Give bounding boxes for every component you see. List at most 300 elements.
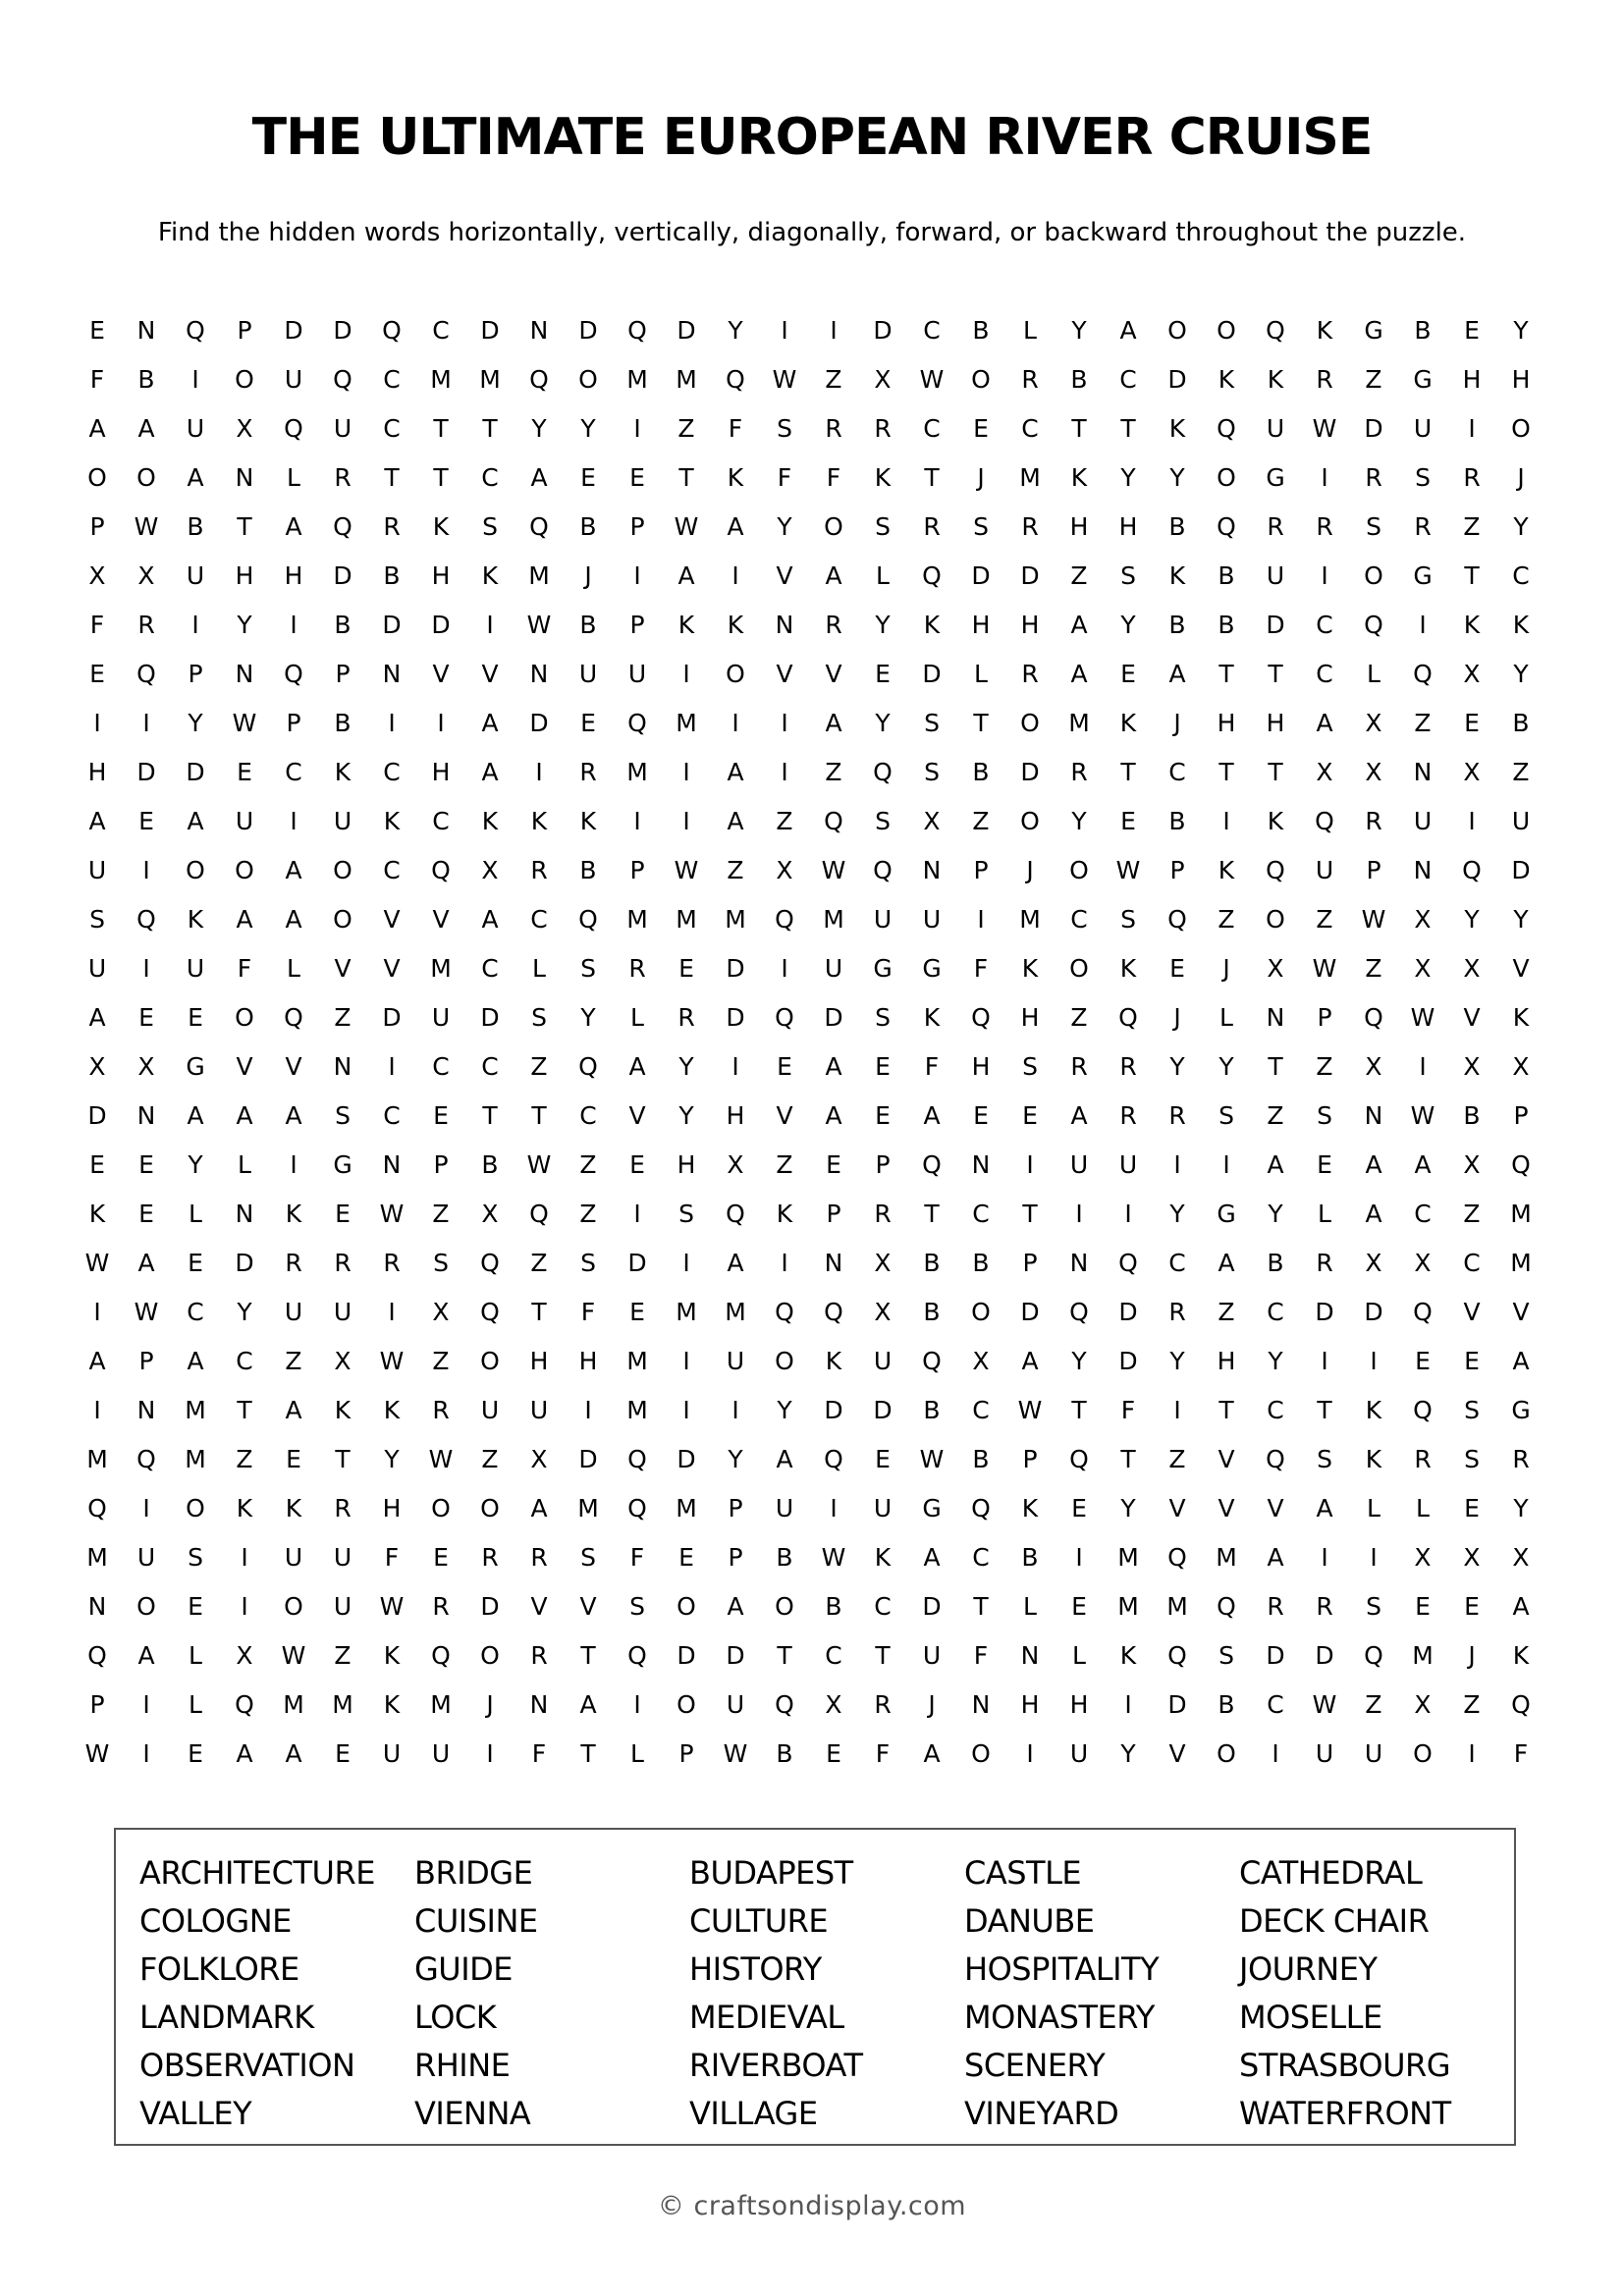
grid-letter: M: [676, 709, 697, 737]
grid-letter: D: [873, 316, 893, 345]
grid-letter: E: [89, 316, 105, 345]
grid-letter: T: [1268, 1052, 1283, 1081]
grid-letter: L: [630, 1003, 644, 1032]
grid-letter: I: [1419, 1052, 1427, 1081]
grid-letter: R: [1316, 1592, 1333, 1621]
grid-letter: Q: [284, 1003, 303, 1032]
grid-letter: Z: [432, 1347, 450, 1375]
grid-letter: U: [333, 807, 352, 835]
grid-letter: C: [432, 807, 450, 835]
grid-letter: O: [1217, 463, 1236, 492]
grid-letter: N: [775, 611, 794, 639]
grid-letter: X: [825, 1690, 842, 1719]
grid-row: [73, 404, 1545, 454]
grid-letter: V: [776, 1101, 793, 1130]
grid-letter: N: [382, 660, 402, 688]
grid-letter: G: [1413, 561, 1433, 590]
grid-letter: O: [677, 1592, 696, 1621]
grid-letter: U: [1315, 856, 1334, 884]
grid-letter: T: [1218, 758, 1234, 786]
grid-letter: E: [286, 1445, 301, 1473]
grid-letter: Q: [775, 905, 794, 934]
grid-letter: X: [1463, 1543, 1481, 1572]
grid-letter: A: [481, 758, 499, 786]
grid-letter: B: [137, 365, 155, 394]
grid-letter: Y: [1513, 905, 1529, 934]
grid-letter: T: [1268, 758, 1283, 786]
grid-letter: U: [333, 414, 352, 443]
grid-letter: O: [578, 365, 598, 394]
grid-letter: X: [1414, 1690, 1432, 1719]
grid-letter: I: [241, 1592, 248, 1621]
grid-letter: O: [284, 1592, 303, 1621]
grid-letter: I: [1468, 414, 1476, 443]
grid-letter: D: [627, 1249, 647, 1277]
grid-letter: I: [830, 316, 838, 345]
grid-letter: U: [873, 1494, 893, 1522]
grid-letter: Q: [726, 365, 745, 394]
grid-letter: X: [481, 856, 499, 884]
grid-letter: C: [1512, 561, 1530, 590]
grid-letter: K: [530, 807, 548, 835]
grid-letter: O: [1266, 905, 1285, 934]
grid-row: [73, 503, 1545, 552]
grid-row: [73, 1730, 1545, 1779]
grid-letter: R: [383, 512, 401, 541]
grid-letter: A: [481, 905, 499, 934]
grid-letter: V: [432, 905, 450, 934]
grid-letter: A: [285, 1101, 302, 1130]
grid-letter: E: [89, 1150, 105, 1179]
grid-letter: W: [1361, 905, 1386, 934]
grid-letter: Q: [1217, 414, 1236, 443]
word-list-item: CULTURE: [689, 1902, 829, 1940]
grid-letter: T: [433, 414, 449, 443]
grid-letter: I: [1468, 807, 1476, 835]
grid-letter: O: [87, 463, 107, 492]
grid-letter: E: [1071, 1494, 1087, 1522]
grid-row: [73, 1533, 1545, 1582]
grid-letter: R: [1070, 758, 1088, 786]
grid-letter: U: [1069, 1739, 1089, 1768]
grid-letter: C: [923, 316, 941, 345]
word-list-item: ARCHITECTURE: [139, 1854, 375, 1892]
grid-letter: Q: [824, 1298, 843, 1326]
grid-letter: C: [383, 758, 401, 786]
grid-letter: W: [723, 1739, 748, 1768]
grid-letter: M: [185, 1396, 206, 1424]
grid-letter: Y: [728, 316, 743, 345]
grid-letter: U: [1364, 1739, 1383, 1768]
grid-letter: Q: [1217, 1592, 1236, 1621]
grid-letter: L: [1318, 1200, 1331, 1228]
grid-letter: Q: [480, 1298, 500, 1326]
grid-letter: Y: [678, 1052, 694, 1081]
grid-letter: Z: [530, 1052, 548, 1081]
grid-letter: A: [825, 1052, 842, 1081]
grid-letter: T: [482, 414, 498, 443]
grid-letter: C: [1021, 414, 1039, 443]
word-list-item: SCENERY: [964, 2047, 1106, 2084]
grid-letter: J: [928, 1690, 936, 1719]
grid-row: [73, 1631, 1545, 1681]
grid-letter: L: [238, 1150, 251, 1179]
grid-letter: M: [1510, 1200, 1532, 1228]
grid-letter: T: [1022, 1200, 1038, 1228]
grid-letter: X: [530, 1445, 548, 1473]
grid-letter: M: [626, 365, 648, 394]
grid-letter: P: [973, 856, 989, 884]
grid-letter: O: [1020, 807, 1040, 835]
grid-letter: Q: [775, 1690, 794, 1719]
grid-letter: K: [1316, 316, 1333, 345]
grid-letter: B: [481, 1150, 499, 1179]
grid-letter: H: [1118, 512, 1138, 541]
grid-letter: W: [134, 512, 159, 541]
grid-letter: K: [481, 561, 499, 590]
grid-letter: F: [826, 463, 841, 492]
word-list-item: RIVERBOAT: [689, 2047, 863, 2084]
grid-letter: R: [1168, 1298, 1186, 1326]
grid-letter: E: [138, 807, 154, 835]
grid-letter: I: [781, 1249, 788, 1277]
grid-letter: D: [87, 1101, 107, 1130]
grid-letter: R: [530, 856, 548, 884]
grid-letter: I: [682, 758, 690, 786]
grid-letter: Z: [236, 1445, 253, 1473]
grid-row: [73, 895, 1545, 944]
grid-letter: R: [923, 512, 941, 541]
grid-letter: B: [1512, 709, 1530, 737]
grid-letter: T: [678, 463, 694, 492]
grid-letter: Z: [1070, 1003, 1088, 1032]
grid-letter: E: [826, 1150, 841, 1179]
grid-letter: O: [1069, 856, 1089, 884]
grid-letter: V: [776, 660, 793, 688]
grid-letter: N: [136, 1396, 156, 1424]
grid-letter: C: [481, 954, 499, 983]
grid-letter: V: [1168, 1494, 1186, 1522]
grid-letter: X: [1414, 1543, 1432, 1572]
grid-letter: W: [1312, 1690, 1337, 1719]
grid-letter: U: [922, 905, 942, 934]
grid-letter: A: [776, 1445, 793, 1473]
grid-letter: K: [1168, 561, 1186, 590]
grid-letter: P: [1366, 856, 1381, 884]
grid-letter: V: [285, 1052, 302, 1081]
grid-letter: I: [633, 414, 641, 443]
grid-letter: B: [972, 316, 990, 345]
grid-letter: I: [241, 1543, 248, 1572]
grid-letter: S: [1366, 1592, 1381, 1621]
grid-letter: T: [1120, 758, 1136, 786]
grid-letter: D: [1020, 561, 1040, 590]
grid-letter: C: [383, 856, 401, 884]
word-list-item: MOSELLE: [1239, 1999, 1382, 2036]
grid-letter: Q: [333, 512, 352, 541]
grid-letter: I: [1272, 1739, 1279, 1768]
grid-letter: K: [1365, 1396, 1382, 1424]
grid-letter: Z: [285, 1347, 302, 1375]
grid-letter: R: [1119, 1101, 1137, 1130]
grid-letter: Z: [776, 807, 793, 835]
grid-letter: O: [824, 512, 843, 541]
grid-letter: K: [1119, 1641, 1137, 1670]
grid-letter: U: [87, 954, 107, 983]
grid-letter: Y: [1071, 1347, 1087, 1375]
grid-letter: E: [875, 1101, 891, 1130]
grid-letter: Q: [1266, 1445, 1285, 1473]
grid-letter: Y: [237, 611, 252, 639]
grid-letter: K: [236, 1494, 253, 1522]
grid-letter: T: [1317, 1396, 1332, 1424]
grid-letter: A: [285, 905, 302, 934]
grid-letter: M: [1412, 1641, 1434, 1670]
grid-letter: C: [1316, 611, 1333, 639]
grid-letter: C: [383, 414, 401, 443]
grid-letter: V: [776, 561, 793, 590]
grid-letter: Y: [728, 1445, 743, 1473]
grid-letter: Q: [1266, 316, 1285, 345]
grid-letter: M: [626, 1347, 648, 1375]
grid-letter: X: [1414, 954, 1432, 983]
grid-letter: C: [481, 463, 499, 492]
grid-letter: S: [335, 1101, 351, 1130]
grid-letter: P: [188, 660, 203, 688]
grid-letter: E: [629, 1150, 645, 1179]
grid-letter: Q: [186, 316, 205, 345]
grid-letter: K: [1512, 611, 1530, 639]
grid-letter: Q: [1315, 807, 1334, 835]
grid-letter: H: [1069, 512, 1089, 541]
grid-letter: M: [626, 905, 648, 934]
grid-letter: D: [677, 316, 696, 345]
grid-letter: Y: [1464, 905, 1480, 934]
grid-letter: T: [1268, 660, 1283, 688]
grid-letter: K: [1463, 611, 1481, 639]
grid-letter: N: [136, 1101, 156, 1130]
grid-letter: Y: [580, 414, 596, 443]
grid-letter: M: [1166, 1592, 1188, 1621]
grid-letter: O: [1069, 954, 1089, 983]
grid-letter: B: [972, 1249, 990, 1277]
grid-letter: L: [974, 660, 988, 688]
grid-letter: P: [875, 1150, 891, 1179]
grid-letter: Y: [1169, 1052, 1185, 1081]
grid-letter: T: [580, 1739, 596, 1768]
grid-letter: E: [89, 660, 105, 688]
grid-letter: D: [726, 954, 745, 983]
grid-letter: U: [726, 1690, 745, 1719]
grid-letter: Q: [87, 1641, 107, 1670]
grid-letter: X: [1316, 758, 1333, 786]
grid-letter: I: [388, 1298, 396, 1326]
grid-letter: C: [530, 905, 548, 934]
grid-letter: H: [726, 1101, 745, 1130]
grid-letter: Q: [922, 1347, 942, 1375]
grid-letter: M: [626, 758, 648, 786]
grid-letter: R: [677, 1003, 695, 1032]
grid-letter: Q: [87, 1494, 107, 1522]
grid-letter: F: [875, 1739, 891, 1768]
grid-letter: M: [676, 1494, 697, 1522]
grid-letter: O: [775, 1592, 794, 1621]
grid-letter: I: [1321, 463, 1328, 492]
grid-letter: T: [335, 1445, 351, 1473]
grid-letter: A: [1512, 1347, 1530, 1375]
grid-letter: I: [290, 611, 298, 639]
grid-letter: O: [186, 1494, 205, 1522]
grid-letter: N: [1069, 1249, 1089, 1277]
grid-letter: E: [973, 414, 989, 443]
grid-row: [73, 1435, 1545, 1484]
grid-letter: A: [628, 1052, 646, 1081]
grid-letter: Y: [1169, 463, 1185, 492]
grid-letter: K: [727, 463, 744, 492]
grid-letter: L: [532, 954, 546, 983]
word-list-item: LANDMARK: [139, 1999, 314, 2036]
grid-letter: O: [1364, 561, 1383, 590]
grid-letter: K: [383, 1690, 401, 1719]
grid-letter: A: [137, 1249, 155, 1277]
grid-letter: K: [1119, 954, 1137, 983]
grid-letter: W: [232, 709, 257, 737]
grid-letter: C: [972, 1200, 990, 1228]
grid-letter: U: [431, 1739, 451, 1768]
grid-letter: S: [875, 1003, 891, 1032]
grid-letter: Z: [727, 856, 744, 884]
grid-letter: G: [1217, 1200, 1236, 1228]
grid-letter: C: [1267, 1690, 1284, 1719]
grid-letter: D: [1118, 1347, 1138, 1375]
grid-letter: X: [1365, 1052, 1382, 1081]
grid-letter: B: [825, 1592, 842, 1621]
grid-letter: Z: [1365, 365, 1382, 394]
grid-letter: U: [775, 1494, 794, 1522]
grid-letter: A: [1365, 1150, 1382, 1179]
grid-letter: W: [84, 1739, 110, 1768]
grid-letter: U: [873, 905, 893, 934]
grid-letter: Y: [188, 1150, 203, 1179]
grid-letter: Q: [1413, 1396, 1433, 1424]
grid-letter: E: [188, 1592, 203, 1621]
grid-letter: O: [235, 365, 254, 394]
grid-letter: M: [725, 905, 746, 934]
grid-letter: K: [334, 758, 352, 786]
grid-letter: C: [285, 758, 302, 786]
grid-letter: Q: [1364, 1641, 1383, 1670]
grid-letter: I: [781, 758, 788, 786]
grid-letter: Z: [1218, 1298, 1235, 1326]
grid-letter: Y: [384, 1445, 400, 1473]
grid-letter: J: [1173, 709, 1181, 737]
grid-row: [73, 454, 1545, 503]
grid-letter: X: [1463, 954, 1481, 983]
grid-letter: I: [486, 611, 494, 639]
grid-letter: W: [821, 856, 846, 884]
grid-letter: A: [236, 905, 253, 934]
grid-letter: U: [186, 954, 205, 983]
grid-letter: R: [1414, 512, 1432, 541]
grid-letter: Q: [775, 1003, 794, 1032]
page-title: THE ULTIMATE EUROPEAN RIVER CRUISE: [251, 108, 1373, 167]
grid-letter: R: [1267, 1592, 1284, 1621]
grid-row: [73, 993, 1545, 1042]
grid-letter: Z: [1316, 905, 1333, 934]
grid-letter: A: [727, 1249, 744, 1277]
grid-letter: R: [1267, 512, 1284, 541]
grid-letter: V: [530, 1592, 548, 1621]
grid-letter: W: [1410, 1003, 1435, 1032]
grid-letter: T: [1071, 414, 1087, 443]
word-list-item: DANUBE: [964, 1902, 1095, 1940]
grid-letter: S: [875, 807, 891, 835]
grid-letter: T: [875, 1641, 891, 1670]
grid-letter: M: [1019, 905, 1041, 934]
grid-letter: E: [1464, 1494, 1480, 1522]
grid-letter: Y: [237, 1298, 252, 1326]
grid-letter: X: [432, 1298, 450, 1326]
grid-letter: M: [1019, 463, 1041, 492]
grid-letter: B: [1414, 316, 1432, 345]
grid-letter: M: [725, 1298, 746, 1326]
grid-row: [73, 1092, 1545, 1141]
grid-letter: Y: [1513, 660, 1529, 688]
grid-letter: K: [1218, 365, 1235, 394]
grid-letter: W: [1017, 1396, 1043, 1424]
grid-letter: Y: [678, 1101, 694, 1130]
grid-letter: Q: [480, 1249, 500, 1277]
grid-letter: S: [678, 1200, 694, 1228]
grid-letter: M: [1216, 1543, 1237, 1572]
grid-letter: L: [189, 1690, 202, 1719]
grid-letter: V: [334, 954, 352, 983]
grid-letter: X: [1414, 1249, 1432, 1277]
grid-letter: T: [384, 463, 400, 492]
grid-letter: N: [1413, 856, 1433, 884]
grid-letter: I: [633, 807, 641, 835]
grid-letter: W: [526, 611, 552, 639]
word-list-item: WATERFRONT: [1239, 2095, 1451, 2132]
grid-letter: F: [777, 463, 792, 492]
grid-letter: O: [480, 1347, 500, 1375]
word-list-item: MONASTERY: [964, 1999, 1155, 2036]
word-list-item: LOCK: [414, 1999, 497, 2036]
grid-letter: L: [287, 463, 300, 492]
grid-letter: A: [923, 1543, 941, 1572]
grid-letter: E: [875, 660, 891, 688]
grid-letter: P: [89, 512, 105, 541]
grid-letter: A: [187, 807, 204, 835]
grid-letter: X: [1414, 905, 1432, 934]
grid-letter: X: [776, 856, 793, 884]
grid-letter: K: [1218, 856, 1235, 884]
grid-letter: F: [973, 1641, 989, 1670]
grid-letter: D: [1511, 856, 1531, 884]
grid-letter: T: [973, 1592, 989, 1621]
grid-letter: I: [93, 1298, 101, 1326]
grid-letter: N: [1413, 758, 1433, 786]
grid-letter: D: [873, 1396, 893, 1424]
grid-letter: M: [626, 1396, 648, 1424]
grid-letter: S: [875, 512, 891, 541]
grid-letter: R: [874, 1690, 892, 1719]
grid-letter: E: [875, 1052, 891, 1081]
grid-letter: R: [628, 954, 646, 983]
grid-letter: I: [633, 561, 641, 590]
grid-letter: U: [136, 1543, 156, 1572]
grid-letter: W: [379, 1347, 405, 1375]
